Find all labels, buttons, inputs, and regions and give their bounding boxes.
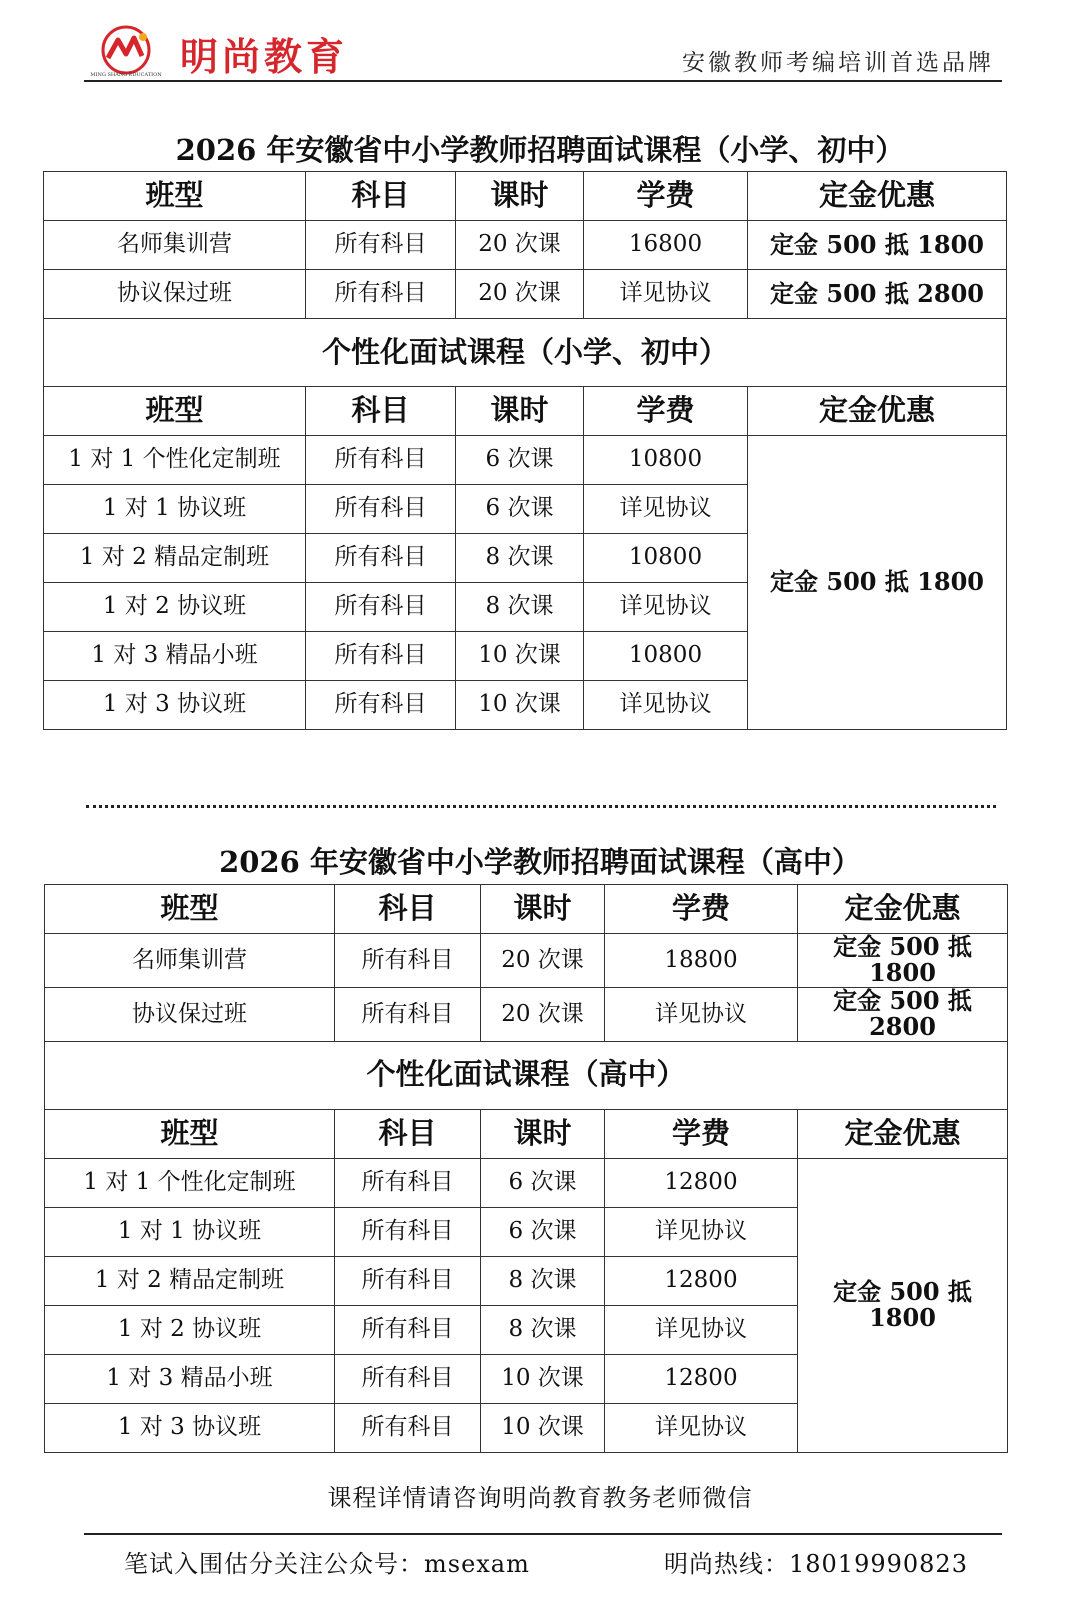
subject: 所有科目 [306, 583, 456, 632]
subject: 所有科目 [306, 632, 456, 681]
subject: 所有科目 [335, 1207, 481, 1256]
fee: 详见协议 [584, 485, 748, 534]
section2-title: 2026 年安徽省中小学教师招聘面试课程（高中） [219, 845, 861, 879]
table-row [44, 221, 1007, 270]
fee: 详见协议 [605, 987, 798, 1041]
col-header-subject: 科目 [306, 172, 456, 221]
section1-title: 2026 年安徽省中小学教师招聘面试课程（小学、初中） [175, 133, 905, 167]
sessions: 8 次课 [456, 583, 584, 632]
hotline-label: 明尚热线：18019990823 [664, 1550, 968, 1578]
fee: 10800 [584, 534, 748, 583]
class-name: 1 对 2 协议班 [44, 583, 306, 632]
table-row [45, 934, 1008, 988]
class-name: 1 对 3 精品小班 [45, 1354, 335, 1403]
fee: 10800 [584, 632, 748, 681]
fee: 详见协议 [605, 1305, 798, 1354]
deposit-offer: 定金 500 抵 2800 [748, 270, 1007, 319]
class-name: 1 对 3 协议班 [45, 1403, 335, 1452]
col-header-fee: 学费 [584, 387, 748, 436]
fee: 12800 [605, 1158, 798, 1207]
subject: 所有科目 [335, 1403, 481, 1452]
fee: 10800 [584, 436, 748, 485]
section2-table [44, 884, 1008, 1453]
class-name: 名师集训营 [45, 934, 335, 988]
footer-divider [84, 1533, 1002, 1535]
fee: 16800 [584, 221, 748, 270]
table-row [44, 436, 1007, 485]
sessions: 6 次课 [456, 485, 584, 534]
subject: 所有科目 [306, 534, 456, 583]
sessions: 8 次课 [456, 534, 584, 583]
class-name: 协议保过班 [44, 270, 306, 319]
section1-subtitle: 个性化面试课程（小学、初中） [44, 319, 1007, 387]
table-header-row [45, 1109, 1008, 1158]
fee: 详见协议 [605, 1403, 798, 1452]
class-name: 1 对 1 个性化定制班 [45, 1158, 335, 1207]
table-header-row [44, 172, 1007, 221]
class-name: 1 对 3 精品小班 [44, 632, 306, 681]
col-header-sessions: 课时 [456, 387, 584, 436]
subject: 所有科目 [306, 681, 456, 730]
class-name: 1 对 1 协议班 [45, 1207, 335, 1256]
mingshang-logo-icon [90, 24, 162, 78]
table-header-row [45, 885, 1008, 934]
subtitle-row [44, 319, 1007, 387]
class-name: 1 对 2 协议班 [45, 1305, 335, 1354]
sessions: 20 次课 [456, 221, 584, 270]
col-header-deposit: 定金优惠 [748, 387, 1007, 436]
deposit-offer: 定金 500 抵 2800 [798, 987, 1008, 1041]
sessions: 20 次课 [481, 934, 605, 988]
fee: 详见协议 [584, 270, 748, 319]
subject: 所有科目 [306, 436, 456, 485]
col-header-fee: 学费 [605, 1109, 798, 1158]
sessions: 8 次课 [481, 1256, 605, 1305]
sessions: 10 次课 [481, 1403, 605, 1452]
subtitle-row [45, 1041, 1008, 1109]
col-header-class: 班型 [44, 387, 306, 436]
fee: 详见协议 [605, 1207, 798, 1256]
sessions: 6 次课 [481, 1207, 605, 1256]
col-header-class: 班型 [45, 1109, 335, 1158]
subject: 所有科目 [335, 987, 481, 1041]
col-header-deposit: 定金优惠 [748, 172, 1007, 221]
deposit-offer: 定金 500 抵 1800 [798, 934, 1008, 988]
consult-note: 课程详情请咨询明尚教育教务老师微信 [327, 1484, 753, 1512]
col-header-deposit: 定金优惠 [798, 885, 1008, 934]
table-row [45, 1158, 1008, 1207]
class-name: 1 对 2 精品定制班 [45, 1256, 335, 1305]
table-row [44, 270, 1007, 319]
class-name: 1 对 1 协议班 [44, 485, 306, 534]
col-header-fee: 学费 [584, 172, 748, 221]
sessions: 6 次课 [481, 1158, 605, 1207]
page-header [84, 18, 1002, 82]
svg-text:MING SHANG EDUCATION: MING SHANG EDUCATION [90, 72, 162, 78]
table-header-row [44, 387, 1007, 436]
deposit-offer-merged: 定金 500 抵 1800 [798, 1158, 1008, 1452]
brand-name: 明尚教育 [180, 35, 349, 79]
col-header-subject: 科目 [306, 387, 456, 436]
class-name: 1 对 2 精品定制班 [44, 534, 306, 583]
fee: 详见协议 [584, 583, 748, 632]
sessions: 10 次课 [456, 632, 584, 681]
col-header-sessions: 课时 [481, 1109, 605, 1158]
subject: 所有科目 [306, 270, 456, 319]
brand-slogan: 安徽教师考编培训首选品牌 [682, 50, 994, 76]
fee: 12800 [605, 1256, 798, 1305]
sessions: 10 次课 [456, 681, 584, 730]
subject: 所有科目 [335, 1305, 481, 1354]
class-name: 1 对 1 个性化定制班 [44, 436, 306, 485]
col-header-subject: 科目 [335, 1109, 481, 1158]
col-header-class: 班型 [45, 885, 335, 934]
table-row [45, 987, 1008, 1041]
col-header-subject: 科目 [335, 885, 481, 934]
subject: 所有科目 [335, 1354, 481, 1403]
sessions: 8 次课 [481, 1305, 605, 1354]
subject: 所有科目 [335, 1158, 481, 1207]
col-header-sessions: 课时 [481, 885, 605, 934]
class-name: 1 对 3 协议班 [44, 681, 306, 730]
subject: 所有科目 [335, 934, 481, 988]
fee: 18800 [605, 934, 798, 988]
fee: 详见协议 [584, 681, 748, 730]
col-header-sessions: 课时 [456, 172, 584, 221]
col-header-class: 班型 [44, 172, 306, 221]
subject: 所有科目 [335, 1256, 481, 1305]
col-header-fee: 学费 [605, 885, 798, 934]
sessions: 10 次课 [481, 1354, 605, 1403]
dotted-divider [86, 805, 996, 808]
sessions: 20 次课 [456, 270, 584, 319]
fee: 12800 [605, 1354, 798, 1403]
wechat-account-label: 笔试入围估分关注公众号：mseхam [124, 1550, 530, 1578]
subject: 所有科目 [306, 485, 456, 534]
deposit-offer: 定金 500 抵 1800 [748, 221, 1007, 270]
section2-subtitle: 个性化面试课程（高中） [45, 1041, 1008, 1109]
deposit-offer-merged: 定金 500 抵 1800 [748, 436, 1007, 730]
sessions: 6 次课 [456, 436, 584, 485]
col-header-deposit: 定金优惠 [798, 1109, 1008, 1158]
class-name: 协议保过班 [45, 987, 335, 1041]
section1-table [43, 171, 1007, 730]
sessions: 20 次课 [481, 987, 605, 1041]
subject: 所有科目 [306, 221, 456, 270]
class-name: 名师集训营 [44, 221, 306, 270]
